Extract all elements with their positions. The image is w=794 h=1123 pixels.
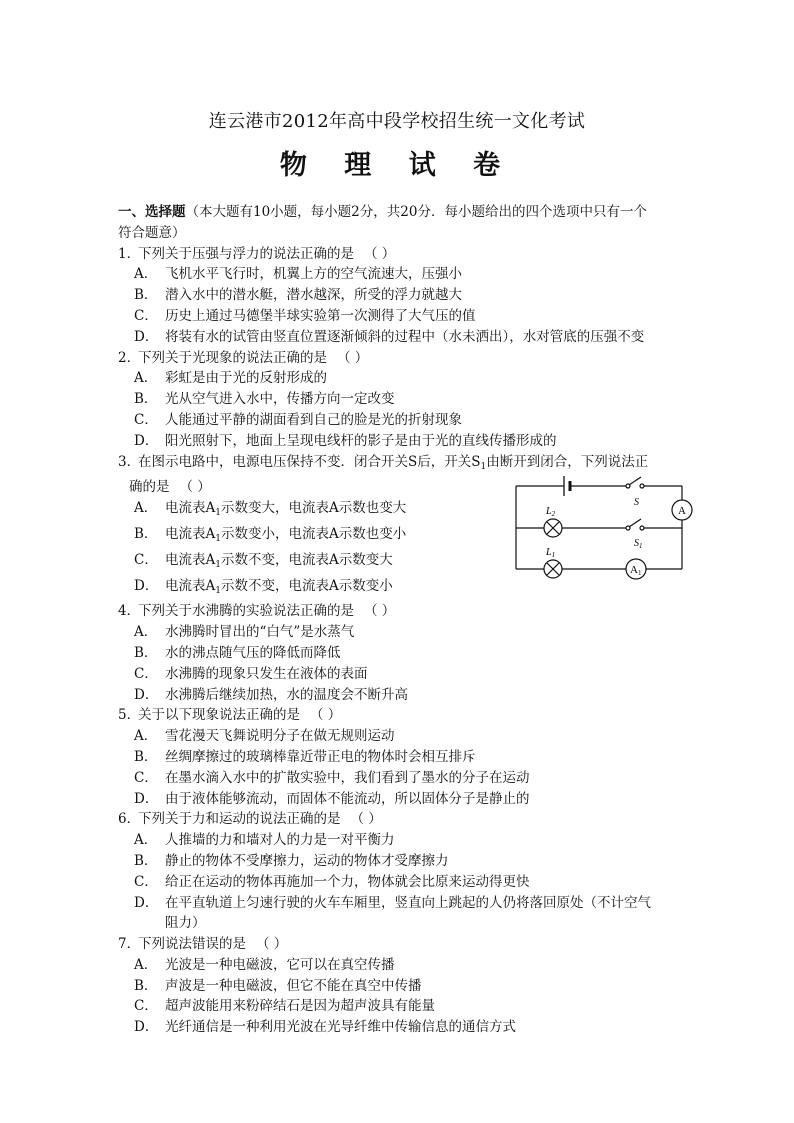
option-label: A． <box>134 728 158 745</box>
subscript: 1 <box>480 461 487 472</box>
option-text: 光纤通信是一种利用光波在光导纤维中传输信息的通信方式 <box>165 1019 516 1036</box>
option-text: 声波是一种电磁波，但它不能在真空中传播 <box>165 977 422 994</box>
option-label: B． <box>134 287 158 304</box>
exam-content <box>118 202 688 1038</box>
lamp-l2-sub: 2 <box>551 509 556 518</box>
option-label: C． <box>134 551 158 568</box>
option-text: 电流表A <box>165 525 216 542</box>
option-d <box>118 893 688 914</box>
section-header <box>118 202 688 244</box>
ammeter-a-label: A <box>678 504 686 517</box>
option-label: D． <box>134 1019 159 1036</box>
question-stem-cont: 确的是 <box>129 479 170 496</box>
question-stem: 下列关于力和运动的说法正确的是 <box>138 811 341 828</box>
lamp-l1-sub: 1 <box>551 550 556 559</box>
option-c <box>118 306 688 327</box>
option-label: D． <box>134 686 159 703</box>
option-d <box>118 327 688 348</box>
option-d <box>118 431 688 452</box>
lamp-l1-icon <box>544 560 562 578</box>
option-c <box>118 996 688 1017</box>
switch-s1-icon <box>626 519 644 530</box>
option-label: C． <box>134 769 158 786</box>
subscript: 1 <box>215 533 221 544</box>
option-label: D． <box>134 432 159 449</box>
lamp-l1-label <box>545 547 555 559</box>
option-b <box>118 389 688 410</box>
switch-s1-letter: S <box>634 537 639 549</box>
option-label: B． <box>134 977 158 994</box>
battery-icon <box>564 476 570 496</box>
ammeter-a-icon <box>672 500 692 520</box>
option-text: 彩虹是由于光的反射形成的 <box>165 370 327 387</box>
option-label: A． <box>134 370 158 387</box>
lamp-l2-label <box>545 506 556 518</box>
option-text: 在平直轨道上匀速行驶的火车车厢里，竖直向上跳起的人仍将落回原处（不计空气 <box>165 894 651 911</box>
question-5 <box>118 705 688 809</box>
option-b <box>118 851 688 872</box>
option-text-post: 示数不变，电流表A示数变大 <box>220 551 393 568</box>
option-label: D． <box>134 790 159 807</box>
option-text: 电流表A <box>165 577 216 594</box>
question-4 <box>118 601 688 705</box>
option-c <box>118 768 688 789</box>
section-label: 一、选择题 <box>118 204 186 220</box>
switch-s-label: S <box>634 496 639 508</box>
question-stem: 下列关于光现象的说法正确的是 <box>138 349 327 366</box>
option-a <box>118 622 688 643</box>
option-label: A． <box>134 832 158 849</box>
option-d <box>118 685 688 706</box>
option-label: A． <box>134 956 158 973</box>
option-text: 将装有水的试管由竖直位置逐渐倾斜的过程中（水未洒出），水对管底的压强不变 <box>165 328 645 345</box>
option-text: 潜入水中的潜水艇，潜水越深，所受的浮力就越大 <box>165 287 462 304</box>
option-label: A． <box>134 266 158 283</box>
answer-blank: （ ） <box>364 603 396 620</box>
subscript: 1 <box>215 508 221 519</box>
option-text-post: 示数变大，电流表A示数也变大 <box>220 500 407 517</box>
question-stem: 下列关于压强与浮力的说法正确的是 <box>138 245 354 262</box>
question-stem: 下列说法错误的是 <box>138 936 246 953</box>
option-label: A． <box>134 500 158 517</box>
question-number: 6． <box>118 811 141 828</box>
option-label: C． <box>134 998 158 1015</box>
option-text-post: 示数不变，电流表A示数变小 <box>220 577 393 594</box>
option-text: 在墨水滴入水中的扩散实验中，我们看到了墨水的分子在运动 <box>165 769 530 786</box>
lamp-l1-letter: L <box>546 546 552 558</box>
option-text: 光从空气进入水中，传播方向一定改变 <box>165 391 395 408</box>
option-a <box>118 955 688 976</box>
option-c <box>118 872 688 893</box>
option-text-post: 示数变小，电流表A示数也变小 <box>220 525 407 542</box>
option-label: C． <box>134 873 158 890</box>
option-text: 给正在运动的物体再施加一个力，物体就会比原来运动得更快 <box>165 873 530 890</box>
question-stem: 在图示电路中，电源电压保持不变．闭合开关S后，开关S <box>138 453 481 470</box>
question-number: 7． <box>118 936 141 953</box>
section-instructions-cont: 符合题意） <box>118 224 186 241</box>
option-text: 雪花漫天飞舞说明分子在做无规则运动 <box>165 728 395 745</box>
ammeter-a1-letter: A <box>630 563 638 576</box>
lamp-l2-icon <box>544 519 562 537</box>
lamp-l2-letter: L <box>546 505 552 517</box>
option-d <box>118 1017 688 1038</box>
ammeter-a1-sub: 1 <box>637 568 642 577</box>
option-text: 电流表A <box>165 500 216 517</box>
answer-blank: （ ） <box>256 936 288 953</box>
option-label: D． <box>134 577 159 594</box>
question-number: 4． <box>118 603 141 620</box>
option-text: 电流表A <box>165 551 216 568</box>
question-7 <box>118 934 688 1038</box>
option-text: 历史上通过马德堡半球实验第一次测得了大气压的值 <box>165 307 476 324</box>
answer-blank: （ ） <box>310 707 342 724</box>
option-label: C． <box>134 307 158 324</box>
question-stem: 下列关于水沸腾的实验说法正确的是 <box>138 603 354 620</box>
option-label: B． <box>134 391 158 408</box>
option-b <box>118 643 688 664</box>
option-b <box>118 285 688 306</box>
option-text: 水的沸点随气压的降低而降低 <box>165 644 341 661</box>
option-text: 阳光照射下，地面上呈现电线杆的影子是由于光的直线传播形成的 <box>165 432 557 449</box>
option-label: B． <box>134 852 158 869</box>
option-a <box>118 368 688 389</box>
option-label: B． <box>134 644 158 661</box>
option-text: 超声波能用来粉碎结石是因为超声波具有能量 <box>165 998 435 1015</box>
option-label: D． <box>134 328 159 345</box>
option-c <box>118 664 688 685</box>
answer-blank: （ ） <box>364 245 396 262</box>
question-2 <box>118 348 688 452</box>
option-c <box>118 410 688 431</box>
option-text: 人能通过平静的湖面看到自己的脸是光的折射现象 <box>165 411 462 428</box>
answer-blank: （ ） <box>350 811 382 828</box>
question-stem: 关于以下现象说法正确的是 <box>138 707 300 724</box>
exam-title: 连云港市2012年高中段学校招生统一文化考试 <box>208 111 586 132</box>
option-label: B． <box>134 748 158 765</box>
question-number: 1． <box>118 245 141 262</box>
option-b <box>118 747 688 768</box>
option-d-cont: 阻力） <box>165 915 206 932</box>
exam-subtitle: 物 理 试 卷 <box>279 150 515 181</box>
switch-s-icon <box>626 477 644 488</box>
option-label: A． <box>134 624 158 641</box>
option-text: 丝绸摩擦过的玻璃棒靠近带正电的物体时会相互排斥 <box>165 748 476 765</box>
subscript: 1 <box>215 585 221 596</box>
answer-blank: （ ） <box>337 349 369 366</box>
option-label: D． <box>134 894 159 911</box>
option-text: 人推墙的力和墙对人的力是一对平衡力 <box>165 832 395 849</box>
option-text: 飞机水平飞行时，机翼上方的空气流速大，压强小 <box>165 266 462 283</box>
option-text: 静止的物体不受摩擦力，运动的物体才受摩擦力 <box>165 852 449 869</box>
circuit-diagram <box>508 474 708 599</box>
question-3 <box>118 452 688 602</box>
ammeter-a1-icon <box>626 559 646 579</box>
subscript: 1 <box>215 559 221 570</box>
question-number: 2． <box>118 349 141 366</box>
option-a <box>118 830 688 851</box>
option-label: C． <box>134 411 158 428</box>
section-instructions: （本大题有10小题，每小题2分，共20分．每小题给出的四个选项中只有一个 <box>185 204 647 220</box>
question-number: 3． <box>118 453 141 470</box>
question-6 <box>118 809 688 934</box>
question-number: 5． <box>118 707 141 724</box>
switch-s1-label <box>634 538 643 550</box>
switch-s1-sub: 1 <box>639 541 643 550</box>
option-label: C． <box>134 665 158 682</box>
option-a <box>118 264 688 285</box>
question-1 <box>118 244 688 348</box>
option-text: 水沸腾的现象只发生在液体的表面 <box>165 665 368 682</box>
option-text: 光波是一种电磁波，它可以在真空传播 <box>165 956 395 973</box>
option-a <box>118 726 688 747</box>
option-text: 由于液体能够流动，而固体不能流动，所以固体分子是静止的 <box>165 790 530 807</box>
option-b <box>118 976 688 997</box>
answer-blank: （ ） <box>179 479 211 496</box>
option-label: B． <box>134 525 158 542</box>
option-d <box>118 789 688 810</box>
option-text: 水沸腾后继续加热，水的温度会不断升高 <box>165 686 408 703</box>
option-text: 水沸腾时冒出的“白气”是水蒸气 <box>165 624 355 641</box>
question-stem-b: 由断开到闭合，下列说法正 <box>486 453 649 470</box>
